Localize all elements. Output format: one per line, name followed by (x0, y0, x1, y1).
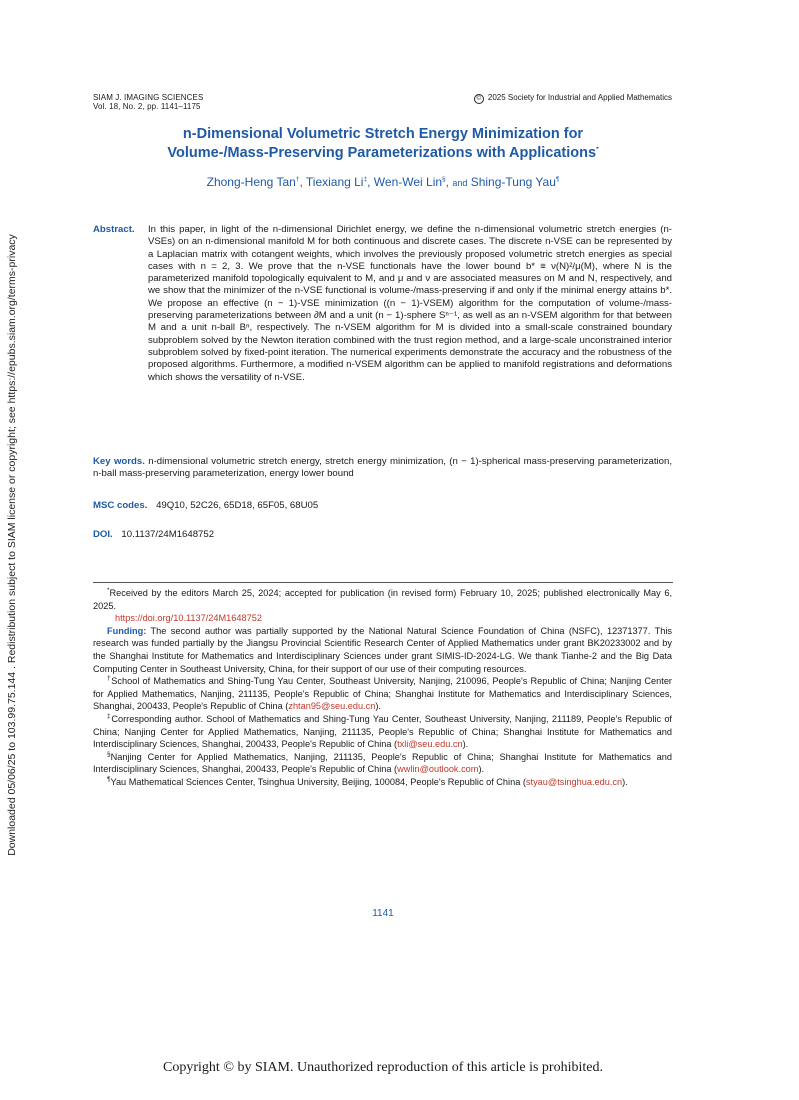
author-4-mark: ¶ (555, 176, 560, 183)
footnote-2-mark: ‡ (107, 712, 112, 720)
footnote-1-mark: † (107, 675, 112, 683)
copyright-notice (0, 1060, 766, 1076)
doi-link[interactable]: https://doi.org/10.1137/24M1648752 (115, 613, 262, 624)
paper-title (93, 125, 673, 163)
footnote-1-text: School of Mathematics and Shing-Tung Yau Center, Southeast University, Nanjing, 210096, People's Republic of China; Nanjing Center for Applied Mathematics, Nanjing, 211135, People's Republic of China; Shanghai Institute for Mathematics and Interdisciplinary Sciences, Shanghai, 200433, People's Republic of China ( (93, 676, 672, 712)
footnote-author-4 (93, 776, 672, 789)
email-link-3[interactable]: wwlin@outlook.com (397, 764, 479, 775)
footnote-4-mark: ¶ (107, 775, 111, 783)
author-3: Wen-Wei Lin (373, 175, 443, 189)
footnote-3-end: ). (478, 764, 485, 775)
copyright-notice-prefix: Copyright (163, 1060, 220, 1075)
copyright-notice-text: by SIAM. Unauthorized reproduction of this article is prohibited. (237, 1060, 603, 1075)
author-and: and (452, 178, 468, 188)
funding-text: The second author was partially supported by the National Natural Science Foundation of China (NSFC), 12371377. This research was funded partially by the Jiangsu Provincial Scientific Research Center of Applied Mathematics under grant BK20233002 and by the Shanghai Institute for Mathematics and Interdisciplinary Sciences under grant SIMIS-ID-2024-LG. We thank Tianhe-2 and the Big Data Computing Center in Southeast University, China, for their support of our use of their computing resources. (93, 625, 672, 674)
funding-label: Funding: (107, 625, 147, 636)
doi-value: 10.1137/24M1648752 (121, 529, 215, 540)
email-link-4[interactable]: styau@tsinghua.edu.cn (525, 776, 623, 787)
copyright-header (474, 93, 672, 104)
footnote-3-mark: § (107, 750, 111, 758)
email-link-1[interactable]: zhtan95@seu.edu.cn (288, 701, 376, 712)
author-3-mark: § (442, 176, 446, 183)
author-2-mark: ‡ (363, 176, 368, 183)
abstract-text: In this paper, in light of the n-dimensional Dirichlet energy, we define the n-dimensional volumetric stretch energies (n-VSEs) on an n-dimensional manifold M for both continuous and discrete cases. The discrete n-VSE can be represented by a Laplacian matrix with cotangent weights, which involves the previously proposed volumetric stretch energies as special cases with n = 2, 3. We prove that the n-VSE functionals have the lower bound b* ≡ ν(N)²/μ(M), where N is the parameterized manifold topologically equivalent to M, and μ and ν are associated measures on M and N, respectively, and we show that the minimizer of the n-VSE functional is volume-/mass-preserving if and only if the minimal energy attains b*. We propose an effective (n − 1)-VSE minimization ((n − 1)-VSEM) algorithm for the computation of volume-/mass-preserving parameterizations between ∂M and a unit (n − 1)-sphere Sⁿ⁻¹, as well as an n-VSEM algorithm for that between M and a unit n-ball Bⁿ, respectively. The n-VSEM algorithm for M is divided into a small-scale constrained boundary subproblem solved by the Newton iteration combined with the trust region method, and a large-scale unconstrained interior subproblem solved by fixed-point iteration. The numerical experiments demonstrate the accuracy and the robustness of the proposed algorithms. Furthermore, a modified n-VSEM algorithm can be applied to manifold registrations and deformations which shows the versatility of n-VSE. (148, 224, 672, 383)
footnote-4-end: ). (622, 776, 628, 787)
copyright-text: 2025 Society for Industrial and Applied Mathematics (487, 93, 672, 102)
keywords-label: Key words. (93, 456, 145, 467)
footnote-funding (93, 625, 672, 675)
msc-label: MSC codes. (93, 500, 148, 511)
title-line-1: n-Dimensional Volumetric Stretch Energy Minimization for (182, 126, 584, 142)
page-number: 1141 (372, 908, 394, 919)
footnote-received (93, 587, 672, 612)
author-4: Shing-Tung Yau (470, 175, 556, 189)
keywords-section (93, 456, 672, 481)
footnotes (93, 587, 672, 789)
msc-section (93, 500, 318, 511)
received-text: Received by the editors March 25, 2024; accepted for publication (in revised form) February 10, 2025; published electronically May 6, 2025. (93, 588, 672, 611)
copyright-notice-icon: © (223, 1060, 234, 1075)
author-2: Tiexiang Li (305, 175, 364, 189)
abstract-section (93, 224, 672, 384)
journal-name: SIAM J. IMAGING SCIENCES (93, 93, 204, 102)
author-list: Zhong-Heng Tan†, Tiexiang Li‡, Wen-Wei Lin§, and Shing-Tung Yau¶ (206, 175, 560, 189)
footnote-author-3 (93, 751, 672, 776)
author-1-mark: † (295, 176, 300, 183)
email-link-2[interactable]: txli@seu.edu.cn (397, 739, 463, 750)
footnote-author-1 (93, 675, 672, 713)
footnote-author-2 (93, 713, 672, 751)
journal-volume: Vol. 18, No. 2, pp. 1141–1175 (93, 102, 201, 111)
footnote-2-text: Corresponding author. School of Mathematics and Shing-Tung Yau Center, Southeast University, Nanjing, 211189, People's Republic of China; Nanjing Center for Applied Mathematics, Nanjing, 211135, People's Republic of China; Shanghai Institute for Mathematics and Interdisciplinary Sciences, Shanghai, 200433, People's Republic of China ( (93, 713, 672, 750)
abstract-label: Abstract. (93, 224, 135, 235)
footnote-1-end: ). (375, 701, 381, 712)
download-side-note (2, 190, 22, 900)
title-footnote-mark: * (596, 146, 599, 154)
title-line-2: Volume-/Mass-Preserving Parameterizations with Applications (167, 145, 597, 161)
author-1: Zhong-Heng Tan (206, 175, 296, 189)
msc-codes: 49Q10, 52C26, 65D18, 65F05, 68U05 (156, 500, 319, 511)
journal-header (93, 93, 203, 111)
side-note-text: Downloaded 05/06/25 to 103.99.75.144 . Redistribution subject to SIAM license or copyright; see https://epubs.siam.org/terms-privacy (6, 234, 18, 856)
copyright-icon: © (474, 94, 484, 104)
doi-label: DOI. (93, 529, 113, 540)
doi-section (93, 529, 214, 540)
footnote-2-end: ). (462, 739, 469, 750)
keywords-text: n-dimensional volumetric stretch energy, stretch energy minimization, (n − 1)-spherical mass-preserving parameterization, n-ball mass-preserving parameterization, energy lower bound (93, 456, 672, 480)
footnote-received-mark: * (107, 586, 110, 594)
footnote-4-text: Yau Mathematical Sciences Center, Tsinghua University, Beijing, 100084, People's Republic of China ( (110, 776, 526, 787)
footnote-divider (93, 582, 673, 583)
footnote-3-text: Nanjing Center for Applied Mathematics, Nanjing, 211135, People's Republic of China; Shanghai Institute for Mathematics and Interdisciplinary Sciences, Shanghai, 200433, People's Republic of China ( (93, 751, 672, 775)
